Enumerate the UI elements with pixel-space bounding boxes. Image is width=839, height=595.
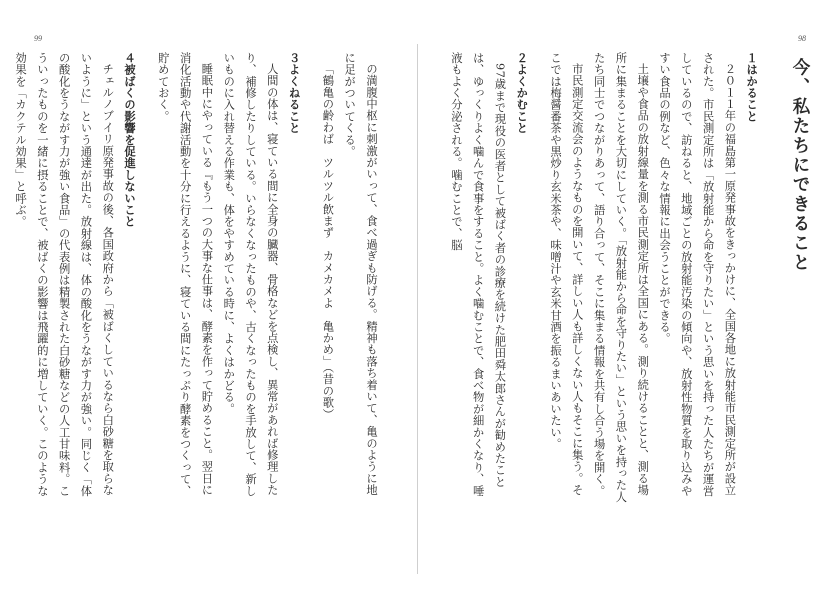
- chapter-title: 今、私たちにできること: [790, 58, 810, 273]
- paragraph: 土壌や食品の放射線量を測る市民測定所は全国にある。測り続けることと、測る場所に集まることを大切にしていく。「放射能から命を守りたい」という思いを持った人たち同士でつながりあって、語り合って、そこに集まる情報を共有し合う場を開く。: [592, 52, 650, 503]
- paragraph: チェルノブイリ原発事故の後、各国政府から「被ばくしているなら白砂糖を取らないように」という通達が出た。放射線は、体の酸化をうながす力が強い。同じく「体の酸化をうながす力が強い食品」の代表例は精製された白砂糖などの人工甘味料。こういったものを一緒に摂ることで、被ばくの影響は飛躍的に増していく。このような効果を「カクテル効果」と呼ぶ。: [14, 52, 115, 497]
- continued-paragraph: の満腹中枢に刺激がいって、食べ過ぎも防げる。精神も落ち着いて、亀のように地に足がついてくる。: [343, 52, 378, 497]
- left-page: [14, 52, 382, 504]
- section-heading-radiation-effects: ４被ばくの影響を促進しないこと: [123, 52, 138, 228]
- paragraph: 市民測定交流会のようなものを開いて、詳しい人も詳しくない人もそこに集う。そこでは梅醤番茶や黒炒り玄米茶や、味噌汁や玄米甘酒を振るまいあいたい。: [549, 52, 584, 497]
- paragraph: 97歳まで現役の医者として被ばく者の診療を続けた肥田舜太郎さんが勧めたことは、ゆっくりよく噛んで食事をすること。よく噛むことで、食べ物が細かくなり、唾液もよく分泌される。噛むことで、脳: [449, 52, 507, 497]
- section-heading-chewing: ２よくかむこと: [515, 52, 530, 134]
- book-gutter-divider: [417, 44, 418, 574]
- section-heading-sleeping: ３よくねること: [287, 52, 302, 134]
- section-heading-measuring: １はかること: [745, 52, 760, 123]
- page-number-left: 99: [34, 34, 42, 43]
- quote-line: 「鶴亀の齢わば ツルツル飲まず カメカメよ 亀かめ」（昔の歌）: [321, 63, 335, 421]
- right-page: [440, 52, 810, 504]
- paragraph: 人間の体は、寝ている間に全身の臓器、骨格などを点検し、異常があれば修理したり、補修したりしている。いらなくなったものや、古くなったものを手放して、新しいものに入れ替える作業も、体をやすめている時に、よくはかどる。: [222, 52, 279, 497]
- page-number-right: 98: [798, 34, 806, 43]
- paragraph: 睡眠中にやっている『もう一つの大事な仕事は、酵素を作って貯めること。翌日に消化活動や代謝活動を十分に行えるように、寝ている間にたっぷり酵素をつくって、貯めておく。: [156, 52, 214, 497]
- paragraph: ２０１１年の福島第一原発事故をきっかけに、全国各地に放射能市民測定所が設立された。市民測定所は「放射能から命を守りたい」という思いを持った人たちが運営しているので、訪ねると、地域ごとの放射能汚染の傾向や、放射性物質を取り込みやすい食品の例など、色々な情報に出会うことができる。: [658, 52, 737, 497]
